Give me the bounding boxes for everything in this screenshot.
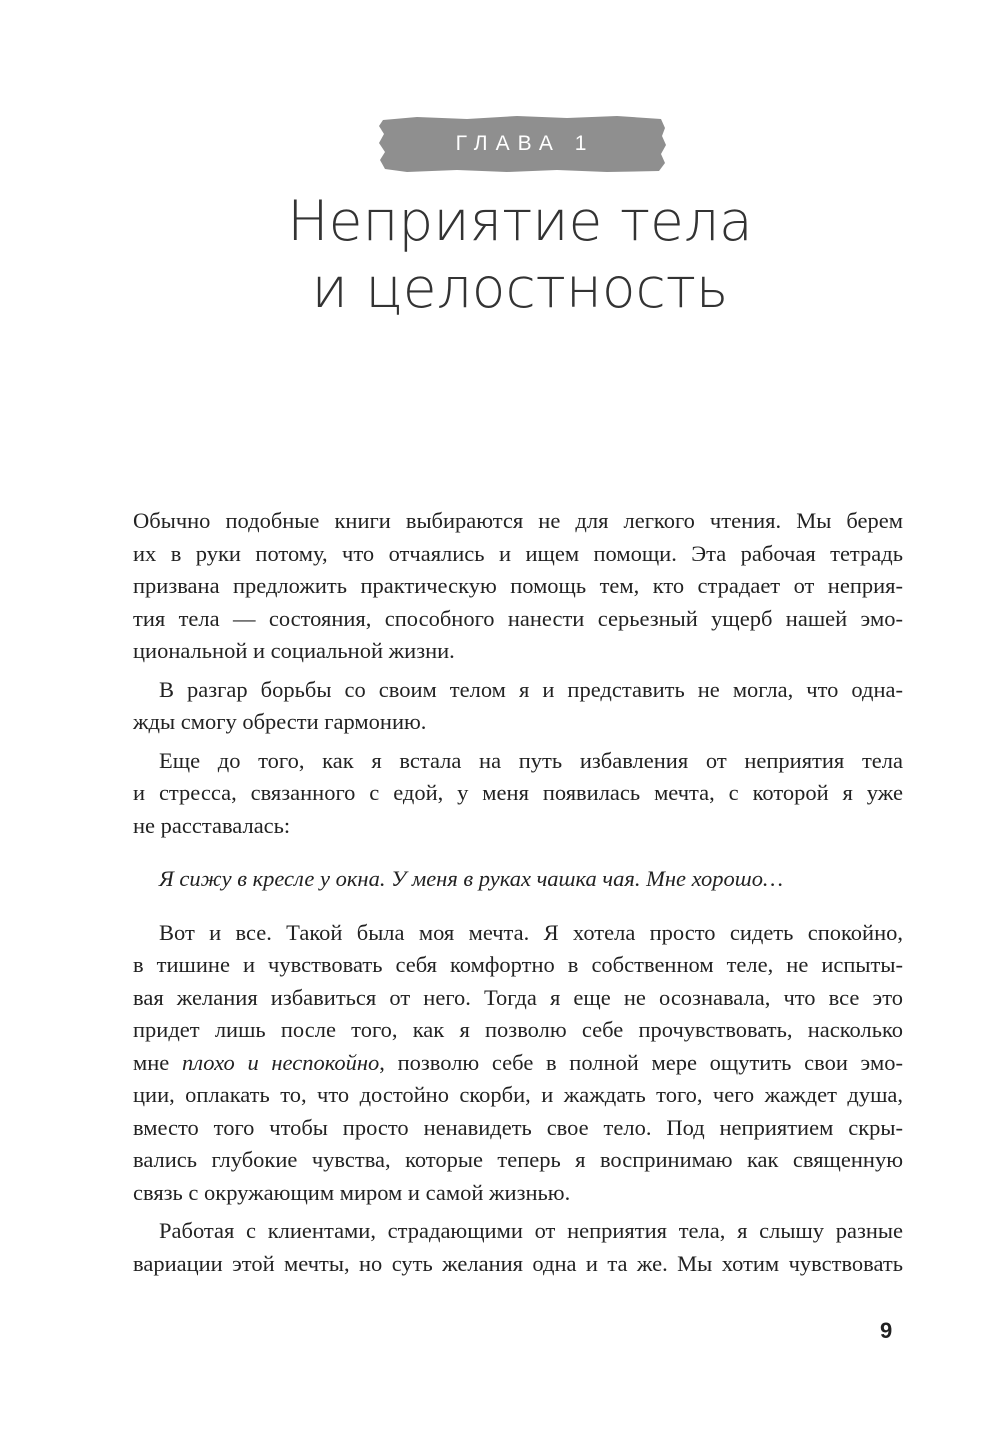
chapter-title-line-1: Неприятие тела (287, 189, 753, 253)
paragraph-5 (133, 1215, 903, 1280)
text-line: циональной и социальной жизни. (133, 638, 455, 663)
text-line: вались глубокие чувства, которые теперь я воспринимаю как священную (133, 1147, 903, 1172)
dream-quote: Я сижу в кресле у окна. У меня в руках чашка чая. Мне хорошо… (159, 866, 784, 891)
chapter-title-line-2: и целостность (311, 256, 729, 320)
text-fragment: мне (133, 1049, 182, 1075)
text-line-with-emphasis (133, 1047, 903, 1080)
paragraph-2 (133, 674, 903, 739)
text-line: тия тела — состояния, способного нанести серьезный ущерб нашей эмо- (133, 605, 903, 631)
paragraph-4 (133, 917, 903, 1210)
text-line: ции, оплакать то, что достойно скорби, и жаждать того, чего жаждет душа, (133, 1082, 903, 1107)
paragraph-3 (133, 745, 903, 843)
text-line: придет лишь после того, как я позволю себе прочувствовать, насколько (133, 1017, 903, 1042)
text-line: Обычно подобные книги выбираются не для легкого чтения. Мы берем (133, 508, 903, 533)
text-line: вместо того чтобы просто ненавидеть свое тело. Под неприятием скры- (133, 1114, 903, 1140)
text-line: Еще до того, как я встала на путь избавления от неприятия тела (159, 747, 903, 773)
chapter-tag (377, 114, 667, 174)
text-line: связь с окружающим миром и самой жизнью. (133, 1179, 571, 1205)
text-fragment: , позволю себе в полной мере ощутить свои эмо- (379, 1049, 903, 1075)
text-line: призвана предложить практическую помощь тем, кто страдает от неприя- (133, 573, 903, 598)
text-line: вая желания избавиться от него. Тогда я еще не осознавала, что все это (133, 984, 903, 1010)
chapter-title (0, 188, 1000, 322)
text-line: и стресса, связанного с едой, у меня появилась мечта, с которой я уже (133, 780, 903, 805)
emphasis-text: плохо и неспокойно (181, 1049, 380, 1075)
paragraph-1 (133, 505, 903, 668)
chapter-label: ГЛАВА 1 (455, 132, 595, 155)
text-line: их в руки потому, что отчаялись и ищем помощи. Эта рабочая тетрадь (133, 540, 903, 566)
text-line: жды смогу обрести гармонию. (133, 709, 427, 734)
text-line: не расставалась: (133, 812, 291, 838)
text-line: Работая с клиентами, страдающими от неприятия тела, я слышу разные (159, 1218, 903, 1243)
body-text (133, 505, 903, 1280)
text-line: вариации этой мечты, но суть желания одна и та же. Мы хотим чувствовать (133, 1250, 903, 1276)
text-line: Вот и все. Такой была моя мечта. Я хотела просто сидеть спокойно, (159, 919, 903, 945)
text-line: В разгар борьбы со своим телом я и представить не могла, что одна- (159, 676, 903, 702)
text-line: в тишине и чувствовать себя комфортно в собственном теле, не испыты- (133, 952, 903, 977)
page-number: 9 (880, 1318, 893, 1343)
